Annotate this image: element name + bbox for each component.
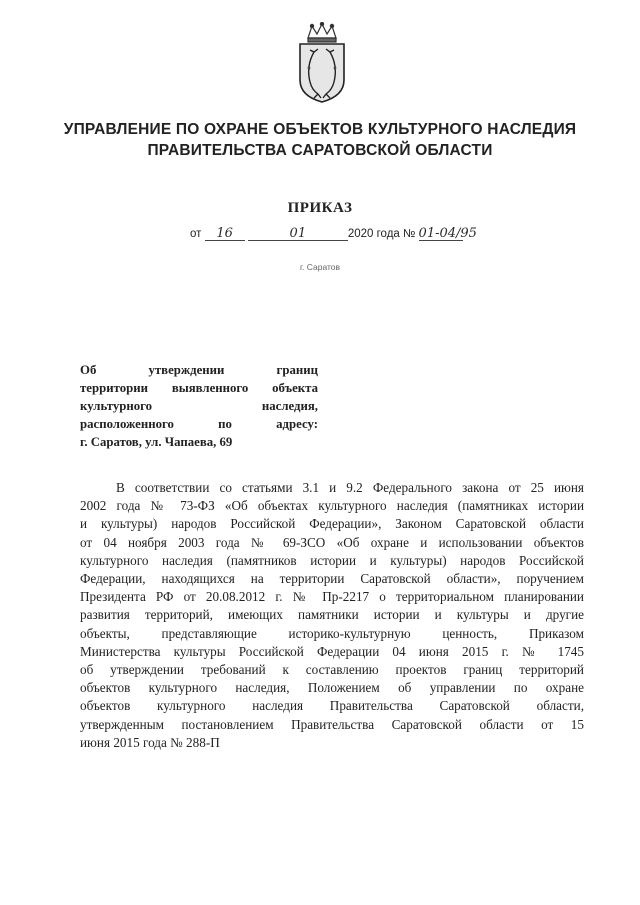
- body-line: об утверждении требований к составлению проектов границ территорий: [80, 662, 584, 678]
- order-subject: [80, 361, 318, 451]
- body-line: объектов культурного наследия Правительства Саратовской области,: [80, 698, 584, 714]
- body-line: Федерации, находящихся на территории Саратовской области», поручением: [80, 571, 584, 587]
- order-year-label: 2020 года №: [347, 228, 416, 240]
- organization-name-line2: ПРАВИТЕЛЬСТВА САРАТОВСКОЙ ОБЛАСТИ: [147, 142, 493, 159]
- body-line: В соответствии со статьями 3.1 и 9.2 Федерального закона от 25 июня: [116, 480, 584, 495]
- order-day: 16: [205, 228, 245, 241]
- body-line: июня 2015 года № 288-П: [80, 734, 220, 750]
- date-from-label: от: [190, 228, 202, 240]
- order-month: 01: [248, 228, 348, 241]
- body-line: Президента РФ от 20.08.2012 г. № Пр-2217 о территориальном планировании: [80, 589, 584, 605]
- body-line: развития территорий, имеющих памятники истории и культуры и другие: [80, 607, 584, 623]
- order-body-paragraph: [80, 479, 584, 752]
- saratov-coat-of-arms-icon: [292, 22, 352, 104]
- subject-line: территории выявленного объекта: [80, 381, 318, 395]
- subject-line: культурного наследия,: [80, 399, 318, 413]
- subject-line: Об утверждении границ: [80, 363, 318, 377]
- order-number: 01-04/95: [418, 226, 477, 241]
- body-line: от 04 ноября 2003 года № 69-ЗСО «Об охране и использовании объектов: [80, 534, 584, 550]
- subject-line: г. Саратов, ул. Чапаева, 69: [80, 435, 233, 449]
- order-date-line: [190, 226, 477, 241]
- body-line: объекты, представляющие историко-культурную ценность, Приказом: [80, 625, 584, 641]
- city-label: г. Саратов: [299, 262, 341, 272]
- subject-line: расположенного по адресу:: [80, 417, 318, 431]
- body-line: объектов культурного наследия, Положением об управлении по охране: [80, 680, 584, 696]
- document-title: ПРИКАЗ: [287, 200, 353, 216]
- body-line: культурного наследия (памятников истории и культуры) народов Российской: [80, 552, 584, 568]
- organization-name-line1: УПРАВЛЕНИЕ ПО ОХРАНЕ ОБЪЕКТОВ КУЛЬТУРНОГО НАСЛЕДИЯ: [63, 121, 577, 138]
- body-line: Министерства культуры Российской Федерации 04 июня 2015 г. № 1745: [80, 643, 584, 659]
- body-line: утвержденным постановлением Правительства Саратовской области от 15: [80, 716, 584, 732]
- body-line: и культуры) народов Российской Федерации», Законом Саратовской области: [80, 516, 584, 532]
- body-line: 2002 года № 73-ФЗ «Об объектах культурного наследия (памятниках истории: [80, 498, 584, 514]
